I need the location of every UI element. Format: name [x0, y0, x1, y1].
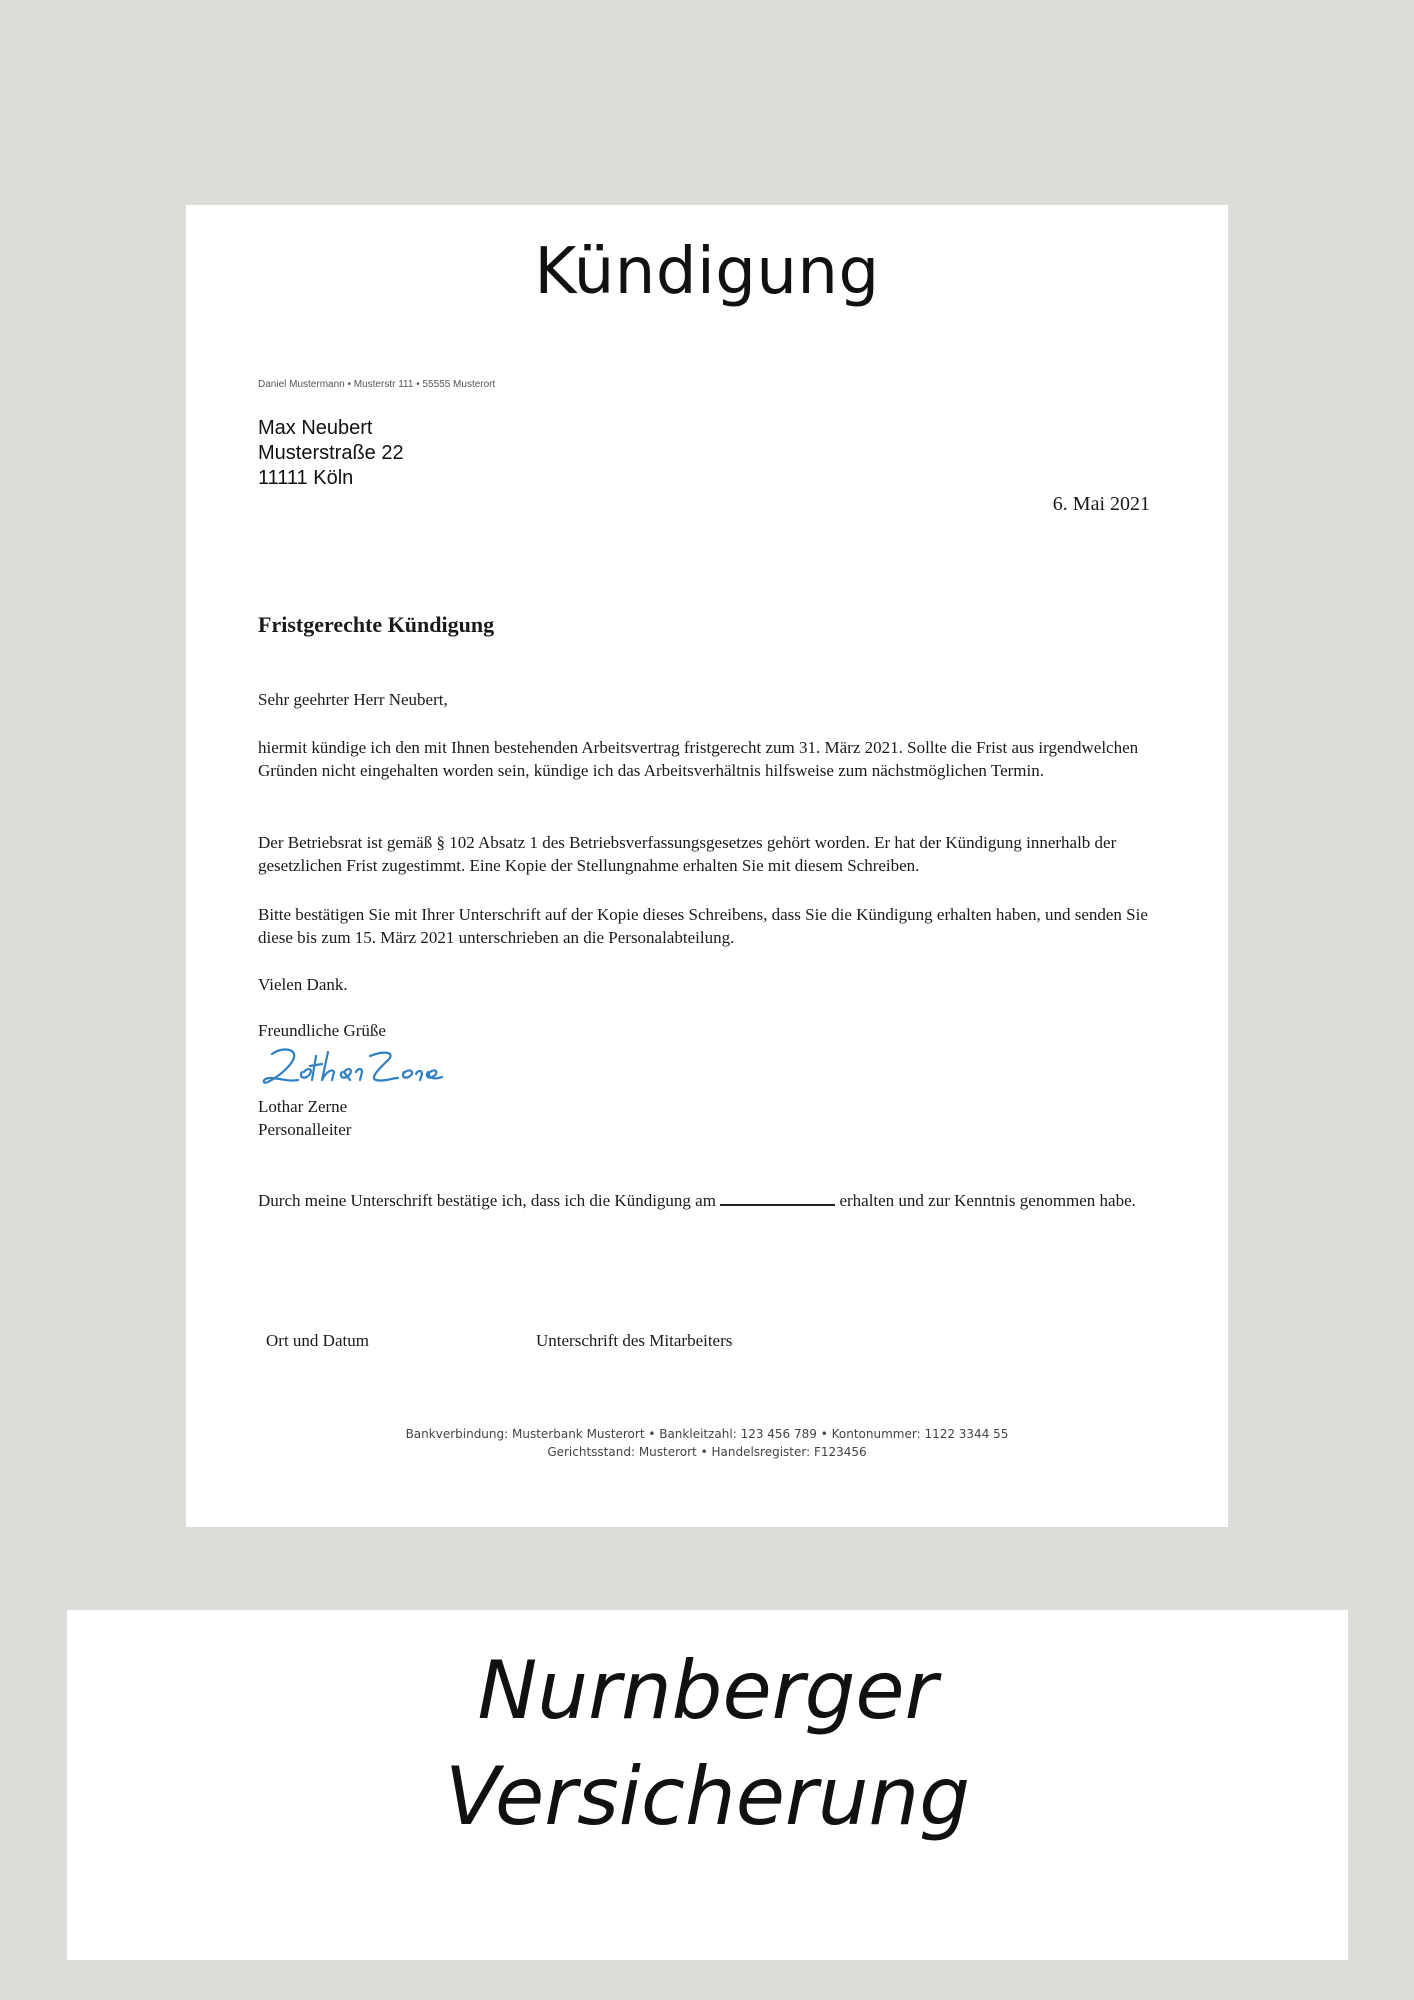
footer-court-line: Gerichtsstand: Musterort • Handelsregister: F123456 [547, 1445, 867, 1459]
brand-name-line1: Nurnberger [477, 1644, 938, 1737]
place-date-label: Ort und Datum [266, 1331, 369, 1350]
closing-line: Freundliche Grüße [258, 1021, 386, 1040]
confirmation-text-end: erhalten und zur Kenntnis genommen habe. [839, 1191, 1136, 1210]
signer-title: Personalleiter [258, 1120, 352, 1139]
letter-preview-card [186, 205, 1228, 1527]
confirmation-text-start: Durch meine Unterschrift bestätige ich, dass ich die Kündigung am [258, 1191, 716, 1210]
letter-footer [186, 1425, 1228, 1461]
thanks-line: Vielen Dank. [258, 975, 348, 994]
letter-document [258, 205, 1178, 1527]
body-paragraph: hiermit kündige ich den mit Ihnen bestehenden Arbeitsvertrag fristgerecht zum 31. März 2021. Sollte die Frist aus irgendwelchen Gründen nicht eingehalten worden sein, kündige ich das Arbeitsverhältnis hilfsweise zum nächstmöglichen Termin. [258, 738, 1139, 780]
body-paragraph: Bitte bestätigen Sie mit Ihrer Unterschrift auf der Kopie dieses Schreibens, dass Sie die Kündigung erhalten haben, und senden Sie diese bis zum 15. März 2021 unterschrieben an die Personalabteilung. [258, 905, 1148, 947]
handwritten-signature [258, 1042, 448, 1092]
footer-bank-line: Bankverbindung: Musterbank Musterort • Bankleitzahl: 123 456 789 • Kontonummer: 1122 3344 55 [405, 1427, 1009, 1441]
confirmation-text [258, 1189, 1178, 1212]
brand-name [67, 1638, 1348, 1850]
sender-line: Daniel Mustermann • Musterstr 111 • 55555 Musterort [258, 379, 496, 390]
date-blank-line [720, 1190, 835, 1206]
brand-name-line2: Versicherung [444, 1750, 971, 1843]
signer-block [258, 1095, 351, 1141]
recipient-city: 11111 Köln [258, 467, 354, 489]
letter-subject: Fristgerechte Kündigung [258, 612, 495, 637]
signer-name: Lothar Zerne [258, 1097, 348, 1116]
employee-signature-label: Unterschrift des Mitarbeiters [536, 1331, 733, 1350]
recipient-name: Max Neubert [258, 417, 373, 439]
recipient-address [258, 416, 404, 491]
body-paragraph: Der Betriebsrat ist gemäß § 102 Absatz 1 des Betriebsverfassungsgesetzes gehört worden. Er hat der Kündigung innerhalb der gesetzlichen Frist zugestimmt. Eine Kopie der Stellungnahme erhalten Sie mit diesem Schreiben. [258, 833, 1117, 875]
recipient-street: Musterstraße 22 [258, 442, 404, 464]
brand-banner [67, 1610, 1348, 1960]
salutation: Sehr geehrter Herr Neubert, [258, 690, 448, 709]
letter-date: 6. Mai 2021 [1052, 493, 1150, 515]
card-title: Kündigung [534, 235, 880, 309]
